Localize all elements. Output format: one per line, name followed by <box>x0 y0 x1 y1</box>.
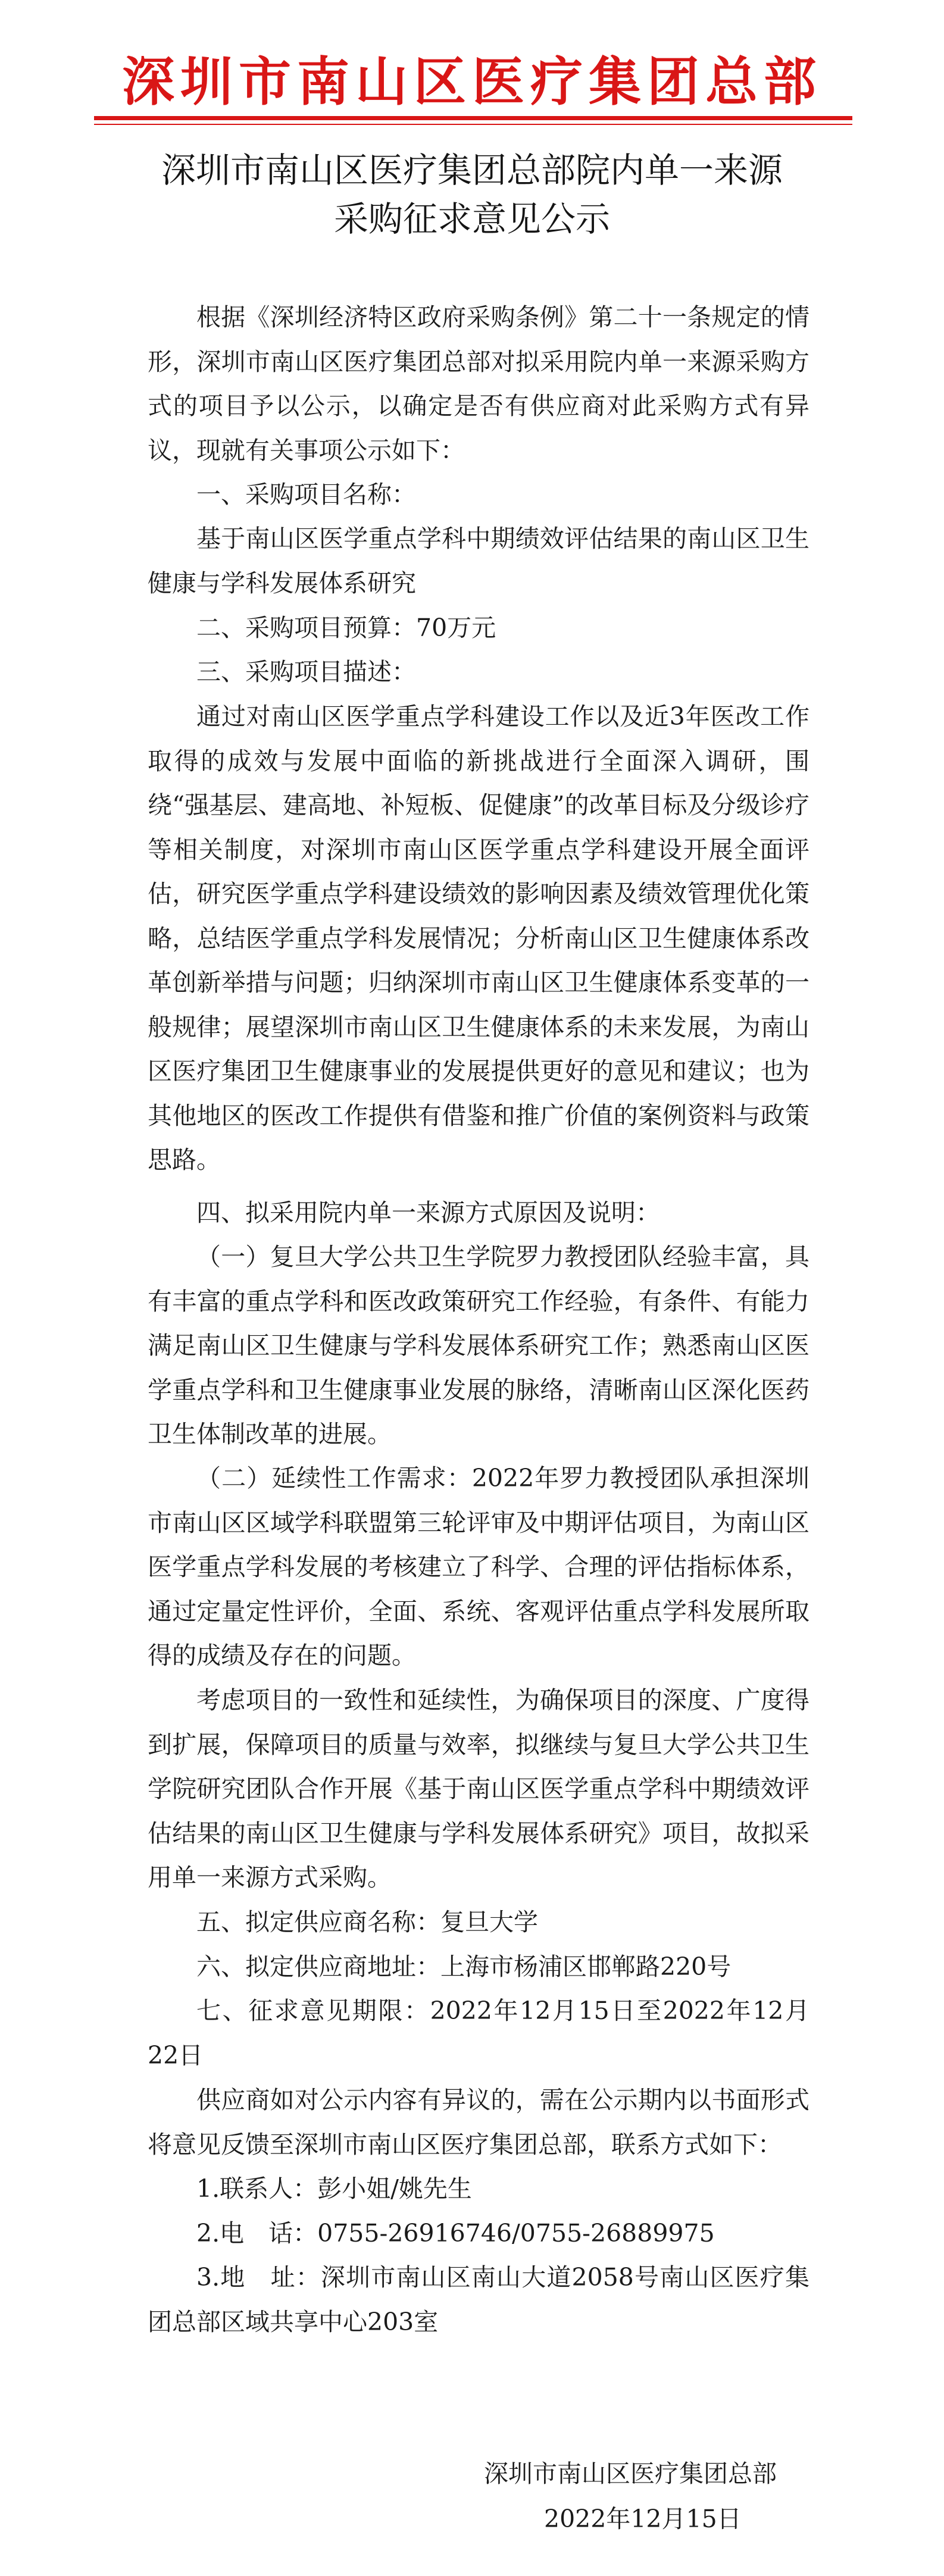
body-paragraph-intro <box>148 295 809 472</box>
body-paragraph-section-5-supplier <box>148 1900 809 1945</box>
body-paragraph-section-2-budget <box>148 606 809 650</box>
paragraph-text: 基于南山区医学重点学科中期绩效评估结果的南山区卫生健康与学科发展体系研究 <box>148 524 809 597</box>
paragraph-text: 四、拟采用院内单一来源方式原因及说明： <box>196 1198 660 1227</box>
paragraph-text: 一、采购项目名称： <box>196 480 416 509</box>
paragraph-text: 三、采购项目描述： <box>196 658 416 686</box>
document-title-line-1: 深圳市南山区医疗集团总部院内单一来源 <box>161 150 783 190</box>
body-paragraph-project-name <box>148 517 809 605</box>
paragraph-text: 考虑项目的一致性和延续性，为确保项目的深度、广度得到扩展，保障项目的质量与效率，拟继续与复旦大学公共卫生学院研究团队合作开展《基于南山区医学重点学科中期绩效评估结果的南山区卫生健康与学科发展体系研究》项目，故拟采用单一来源方式采购。 <box>148 1686 809 1892</box>
org-title: 深圳市南山区医疗集团总部 <box>121 51 822 112</box>
paragraph-text: 二、采购项目预算：70万元 <box>196 614 496 642</box>
body-paragraph-section-6-address <box>148 1945 809 1989</box>
paragraph-text: 3.地 址：深圳市南山区南山大道2058号南山区医疗集团总部区域共享中心203室 <box>148 2263 809 2336</box>
paragraph-text: （一）复旦大学公共卫生学院罗力教授团队经验丰富，具有丰富的重点学科和医改政策研究工作经验，有条件、有能力满足南山区卫生健康与学科发展体系研究工作；熟悉南山区医学重点学科和卫生健康事业发展的脉络，清晰南山区深化医药卫生体制改革的进展。 <box>148 1242 809 1448</box>
signature-date: 2022年12月15日 <box>544 2505 742 2533</box>
body-paragraph-consideration <box>148 1678 809 1900</box>
document-title-line-2: 采购征求意见公示 <box>333 199 610 239</box>
signature-organization: 深圳市南山区医疗集团总部 <box>484 2459 777 2488</box>
body-paragraph-contact-person <box>148 2167 809 2211</box>
header-rule-thin <box>94 124 852 125</box>
paragraph-text: 六、拟定供应商地址：上海市杨浦区邯郸路220号 <box>196 1952 732 1981</box>
body-paragraph-section-4-heading <box>148 1191 809 1235</box>
body-paragraph-objection-note <box>148 2078 809 2167</box>
paragraph-text: 七、征求意见期限：2022年12月15日至2022年12月22日 <box>148 1996 809 2070</box>
paragraph-text: 2.电 话：0755-26916746/0755-26889975 <box>196 2219 715 2248</box>
body-paragraph-contact-phone <box>148 2211 809 2256</box>
body-paragraph-contact-address <box>148 2255 809 2344</box>
body-paragraph-section-7-period <box>148 1989 809 2077</box>
body-paragraph-reason-2 <box>148 1456 809 1678</box>
paragraph-text: 1.联系人：彭小姐/姚先生 <box>196 2174 472 2203</box>
header-rule-thick <box>94 116 852 120</box>
body-paragraph-section-3-heading <box>148 650 809 694</box>
paragraph-text: （二）延续性工作需求：2022年罗力教授团队承担深圳市南山区区域学科联盟第三轮评审及中期评估项目，为南山区医学重点学科发展的考核建立了科学、合理的评估指标体系，通过定量定性评价，全面、系统、客观评估重点学科发展所取得的成绩及存在的问题。 <box>148 1464 809 1670</box>
body-paragraph-section-1-heading <box>148 472 809 517</box>
body-paragraph-project-description <box>148 694 809 1182</box>
paragraph-text: 供应商如对公示内容有异议的，需在公示期内以书面形式将意见反馈至深圳市南山区医疗集团总部，联系方式如下： <box>148 2086 809 2159</box>
paragraph-text: 五、拟定供应商名称：复旦大学 <box>196 1908 538 1936</box>
paragraph-text: 根据《深圳经济特区政府采购条例》第二十一条规定的情形，深圳市南山区医疗集团总部对拟采用院内单一来源采购方式的项目予以公示，以确定是否有供应商对此采购方式有异议，现就有关事项公示如下： <box>148 303 809 465</box>
paragraph-text: 通过对南山区医学重点学科建设工作以及近3年医改工作取得的成效与发展中面临的新挑战进行全面深入调研，围绕“强基层、建高地、补短板、促健康”的改革目标及分级诊疗等相关制度，对深圳市南山区医学重点学科建设开展全面评估，研究医学重点学科建设绩效的影响因素及绩效管理优化策略，总结医学重点学科发展情况；分析南山区卫生健康体系改革创新举措与问题；归纳深圳市南山区卫生健康体系变革的一般规律；展望深圳市南山区卫生健康体系的未来发展，为南山区医疗集团卫生健康事业的发展提供更好的意见和建议；也为其他地区的医改工作提供有借鉴和推广价值的案例资料与政策思路。 <box>148 702 809 1174</box>
body-paragraph-reason-1 <box>148 1235 809 1457</box>
